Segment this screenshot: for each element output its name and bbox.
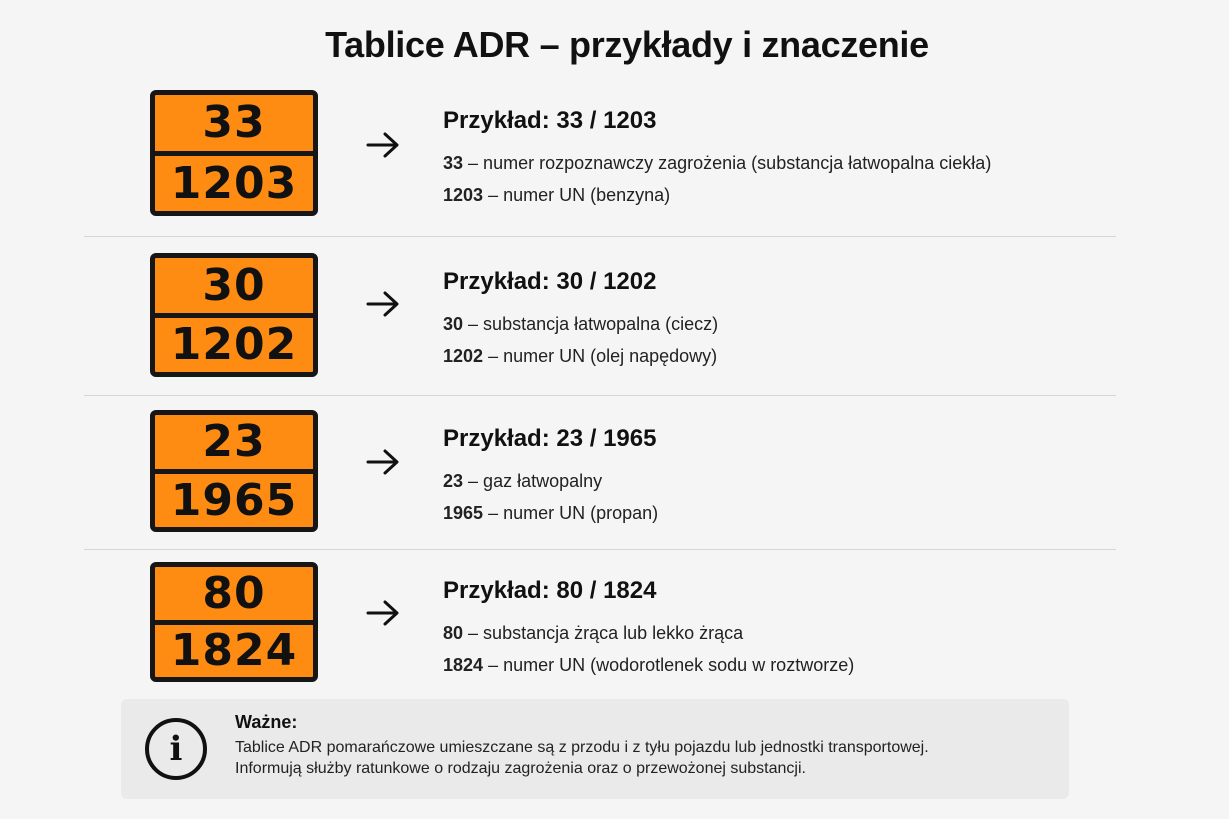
plate-un-number: 1203 bbox=[170, 157, 298, 209]
un-line bbox=[443, 340, 718, 372]
row-divider bbox=[84, 236, 1116, 237]
note-body bbox=[235, 737, 1055, 779]
plate-hazard-number: 33 bbox=[202, 97, 266, 149]
un-code: 1203 bbox=[443, 185, 484, 205]
example-heading: Przykład: 23 / 1965 bbox=[443, 425, 657, 452]
plate-hazard-number: 23 bbox=[202, 416, 266, 468]
hazard-line bbox=[443, 147, 991, 179]
hazard-code: 80 bbox=[443, 623, 464, 643]
adr-plate bbox=[150, 410, 318, 532]
example-text bbox=[443, 107, 991, 211]
arrow-right-icon bbox=[366, 131, 400, 159]
arrow-right-icon bbox=[366, 599, 400, 627]
example-row bbox=[84, 560, 1116, 710]
hazard-line bbox=[443, 465, 658, 497]
un-code: 1202 bbox=[443, 346, 484, 366]
plate-un-number: 1965 bbox=[170, 474, 298, 526]
adr-plate bbox=[150, 90, 318, 216]
hazard-line bbox=[443, 617, 854, 649]
hazard-code: 23 bbox=[443, 471, 464, 491]
un-description: – numer UN (olej napędowy) bbox=[488, 346, 718, 366]
example-heading: Przykład: 33 / 1203 bbox=[443, 107, 657, 134]
un-line bbox=[443, 649, 854, 681]
hazard-description: – gaz łatwopalny bbox=[468, 471, 603, 491]
example-row bbox=[84, 250, 1116, 400]
arrow-right-icon bbox=[366, 290, 400, 318]
note-line: Tablice ADR pomarańczowe umieszczane są z przodu i z tyłu pojazdu lub jednostki transportowej. bbox=[235, 739, 929, 756]
un-code: 1824 bbox=[443, 655, 484, 675]
hazard-code: 30 bbox=[443, 314, 464, 334]
row-divider bbox=[84, 549, 1116, 550]
plate-un-number: 1202 bbox=[170, 319, 298, 371]
plate-hazard-number: 30 bbox=[202, 259, 266, 311]
page-title: Tablice ADR – przykłady i znaczenie bbox=[325, 24, 929, 65]
plate-hazard-number: 80 bbox=[202, 567, 266, 619]
hazard-code: 33 bbox=[443, 153, 464, 173]
example-heading: Przykład: 80 / 1824 bbox=[443, 577, 657, 604]
plate-un-number: 1824 bbox=[170, 625, 298, 677]
note-line: Informują służby ratunkowe o rodzaju zagrożenia oraz o przewożonej substancji. bbox=[235, 760, 806, 777]
adr-plate bbox=[150, 253, 318, 377]
un-description: – numer UN (benzyna) bbox=[488, 185, 671, 205]
hazard-description: – substancja łatwopalna (ciecz) bbox=[468, 314, 719, 334]
note-title: Ważne: bbox=[235, 712, 298, 732]
hazard-line bbox=[443, 308, 718, 340]
un-line bbox=[443, 497, 658, 529]
un-description: – numer UN (wodorotlenek sodu w roztworze) bbox=[488, 655, 855, 675]
example-text bbox=[443, 577, 854, 681]
example-text bbox=[443, 425, 658, 529]
hazard-description: – numer rozpoznawczy zagrożenia (substancja łatwopalna ciekła) bbox=[468, 153, 992, 173]
un-description: – numer UN (propan) bbox=[488, 503, 659, 523]
example-row bbox=[84, 408, 1116, 558]
un-code: 1965 bbox=[443, 503, 484, 523]
hazard-description: – substancja żrąca lub lekko żrąca bbox=[468, 623, 744, 643]
info-note bbox=[121, 699, 1069, 799]
row-divider bbox=[84, 395, 1116, 396]
info-icon: i bbox=[145, 718, 207, 780]
adr-plate bbox=[150, 562, 318, 682]
example-row bbox=[84, 88, 1116, 238]
example-heading: Przykład: 30 / 1202 bbox=[443, 268, 657, 295]
un-line bbox=[443, 179, 991, 211]
example-text bbox=[443, 268, 718, 372]
arrow-right-icon bbox=[366, 448, 400, 476]
